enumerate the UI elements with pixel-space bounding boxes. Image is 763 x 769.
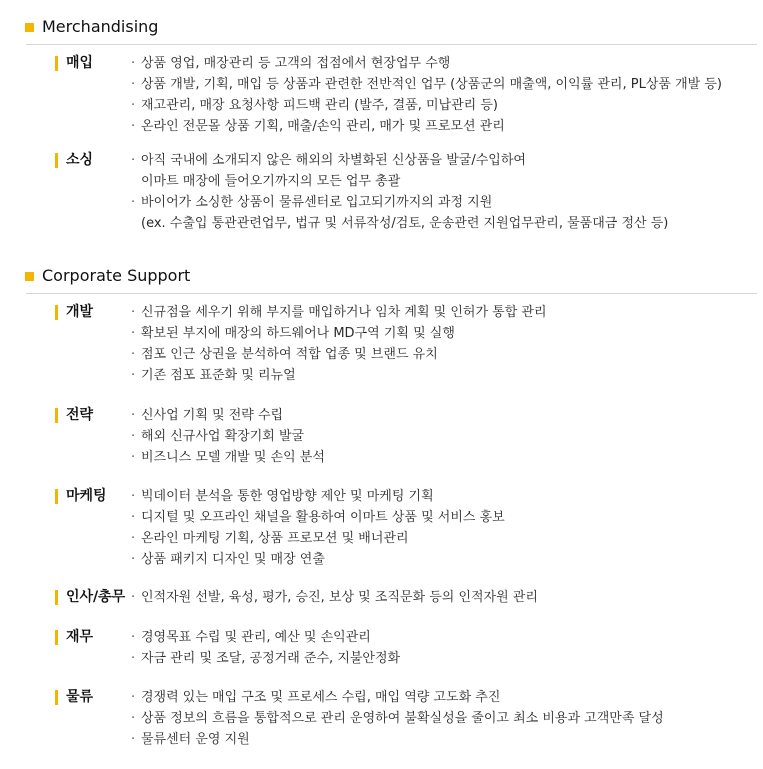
list-item: · 경쟁력 있는 매입 구조 및 프로세스 수립, 매입 역량 고도화 추진 — [131, 690, 501, 705]
category-marker — [55, 305, 58, 320]
category-label: 전략 — [66, 407, 94, 423]
list-item: · 비즈니스 모델 개발 및 손익 분석 — [131, 450, 325, 465]
list-item: · 신사업 기획 및 전략 수립 — [131, 408, 284, 423]
item-list — [131, 587, 538, 608]
category-label: 개발 — [66, 304, 94, 320]
category-label: 소싱 — [66, 152, 94, 168]
list-item: · 상품 영업, 매장관리 등 고객의 접점에서 현장업무 수행 — [131, 56, 451, 71]
item-list — [131, 687, 664, 750]
section-title: Merchandising — [42, 17, 159, 36]
section-header — [0, 16, 763, 42]
list-item: · 상품 정보의 흐름을 통합적으로 관리 운영하여 불확실성을 줄이고 최소 비용과 고객만족 달성 — [131, 711, 664, 726]
list-item: · 해외 신규사업 확장기회 발굴 — [131, 429, 305, 444]
category-marker — [55, 630, 58, 645]
list-item: · 온라인 전문몰 상품 기획, 매출/손익 관리, 매가 및 프로모션 관리 — [131, 119, 505, 134]
category-marker — [55, 489, 58, 504]
list-item: · 경영목표 수립 및 관리, 예산 및 손익관리 — [131, 630, 371, 645]
square-bullet-icon — [25, 23, 34, 32]
category-marker — [55, 408, 58, 423]
list-item-continuation: 이마트 매장에 들어오기까지의 모든 업무 총괄 — [141, 174, 401, 189]
item-list — [131, 150, 668, 234]
list-item: · 온라인 마케팅 기획, 상품 프로모션 및 배너관리 — [131, 531, 409, 546]
list-item: · 점포 인근 상권을 분석하여 적합 업종 및 브랜드 유치 — [131, 347, 438, 362]
category-marker — [55, 690, 58, 705]
list-item: · 아직 국내에 소개되지 않은 해외의 차별화된 신상품을 발굴/수입하여 — [131, 153, 526, 168]
square-bullet-icon — [25, 272, 34, 281]
item-list — [131, 302, 547, 386]
list-item: · 물류센터 운영 지원 — [131, 732, 250, 747]
category-label: 재무 — [66, 629, 94, 645]
list-item: · 자금 관리 및 조달, 공정거래 준수, 지불안정화 — [131, 651, 401, 666]
category-label: 인사/총무 — [66, 589, 126, 605]
list-item: · 인적자원 선발, 육성, 평가, 승진, 보상 및 조직문화 등의 인적자원 관리 — [131, 590, 538, 605]
item-list — [131, 405, 325, 468]
divider — [26, 293, 757, 294]
list-item-continuation: (ex. 수출입 통관관련업무, 법규 및 서류작성/검토, 운송관련 지원업무관리, 물품대금 정산 등) — [141, 216, 669, 231]
list-item: · 신규점을 세우기 위해 부지를 매입하거나 임차 계획 및 인허가 통합 관리 — [131, 305, 547, 320]
section-corporate-support — [0, 265, 763, 291]
category-marker — [55, 56, 58, 71]
section-title: Corporate Support — [42, 266, 191, 285]
item-list — [131, 627, 400, 669]
list-item: · 상품 패키지 디자인 및 매장 연출 — [131, 552, 325, 567]
item-list — [131, 486, 505, 570]
category-marker — [55, 153, 58, 168]
category-label: 매입 — [66, 55, 94, 71]
list-item: · 확보된 부지에 매장의 하드웨어나 MD구역 기획 및 실행 — [131, 326, 455, 341]
item-list — [131, 53, 722, 137]
category-label: 물류 — [66, 689, 94, 705]
list-item: · 재고관리, 매장 요청사항 피드백 관리 (발주, 결품, 미납관리 등) — [131, 98, 498, 113]
list-item: · 바이어가 소싱한 상품이 물류센터로 입고되기까지의 과정 지원 — [131, 195, 493, 210]
category-label: 마케팅 — [66, 488, 107, 504]
list-item: · 기존 점포 표준화 및 리뉴얼 — [131, 368, 296, 383]
category-marker — [55, 590, 58, 605]
list-item: · 상품 개발, 기획, 매입 등 상품과 관련한 전반적인 업무 (상품군의 매출액, 이익률 관리, PL상품 개발 등) — [131, 77, 722, 92]
list-item: · 빅데이터 분석을 통한 영업방향 제안 및 마케팅 기획 — [131, 489, 434, 504]
section-header — [0, 265, 763, 291]
divider — [26, 44, 757, 45]
list-item: · 디지털 및 오프라인 채널을 활용하여 이마트 상품 및 서비스 홍보 — [131, 510, 505, 525]
section-merchandising — [0, 16, 763, 42]
